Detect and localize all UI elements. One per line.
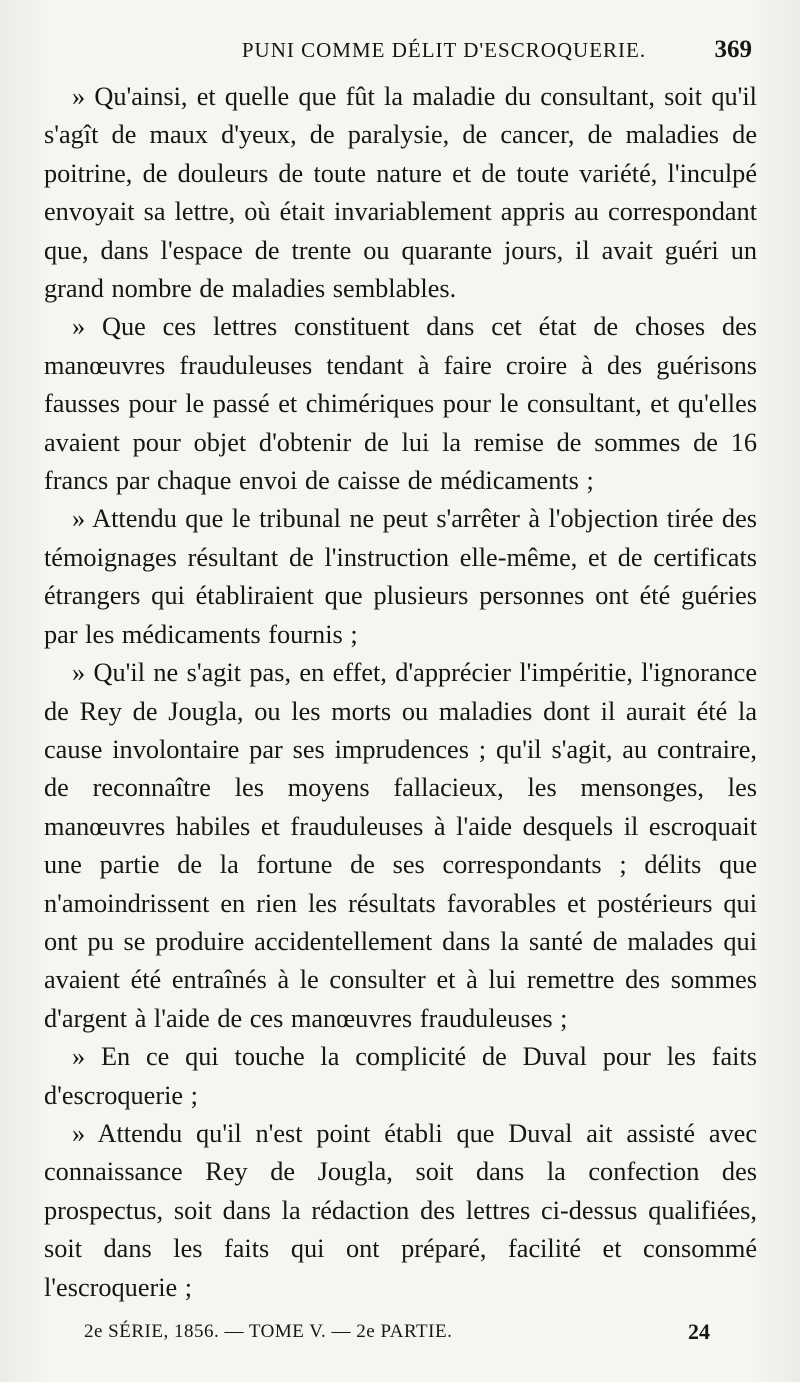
signature-mark: 2e SÉRIE, 1856. — TOME V. — 2e PARTIE. xyxy=(84,1321,453,1342)
body-text xyxy=(44,78,757,1307)
paragraph: » Attendu qu'il n'est point établi que Duval ait assisté avec connaissance Rey de Jougla, soit dans la confection des prospectus, soit dans la rédaction des lettres ci-dessus qualifiées, soit dans les faits qui ont préparé, facilité et consommé l'escroquerie ; xyxy=(44,1118,757,1302)
paragraph: » En ce qui touche la complicité de Duval pour les faits d'escroquerie ; xyxy=(44,1042,757,1110)
signature-line xyxy=(84,1321,710,1351)
paragraph: » Qu'il ne s'agit pas, en effet, d'apprécier l'impéritie, l'ignorance de Rey de Jougla, ou les morts ou maladies dont il aurait été la cause involontaire par ses imprudences ; qu'il s'agit, au contraire, de reconnaître les moyens fallacieux, les mensonges, les manœuvres habiles et frauduleuses à l'aide desquels il escroquait une partie de la fortune de ses correspondants ; délits que n'amoindrissent en rien les résultats favorables et postérieurs qui ont pu se produire accidentellement dans la santé de malades qui avaient été entraînés à le consulter et à lui remettre des sommes d'argent à l'aide de ces manœuvres frauduleuses ; xyxy=(44,658,757,1033)
running-title: PUNI COMME DÉLIT D'ESCROQUERIE. xyxy=(241,38,647,62)
paragraph: » Attendu que le tribunal ne peut s'arrêter à l'objection tirée des témoignages résultant de l'instruction elle-même, et de certificats étrangers qui établiraient que plusieurs personnes ont été guéries par les médicaments fournis ; xyxy=(44,504,757,649)
page-number: 369 xyxy=(714,36,752,63)
paragraph: » Que ces lettres constituent dans cet état de choses des manœuvres frauduleuses tendant à faire croire à des guérisons fausses pour le passé et chimériques pour le consultant, et qu'elles avaient pour objet d'obtenir de lui la remise de sommes de 16 francs par chaque envoi de caisse de médicaments ; xyxy=(44,312,757,496)
running-head xyxy=(46,36,762,72)
signature-number: 24 xyxy=(688,1319,710,1344)
paragraph: » Qu'ainsi, et quelle que fût la maladie du consultant, soit qu'il s'agît de maux d'yeux, de paralysie, de cancer, de maladies de poitrine, de douleurs de toute nature et de toute variété, l'inculpé envoyait sa lettre, où était invariablement appris au correspondant que, dans l'espace de trente ou quarante jours, il avait guéri un grand nombre de maladies semblables. xyxy=(44,82,757,304)
